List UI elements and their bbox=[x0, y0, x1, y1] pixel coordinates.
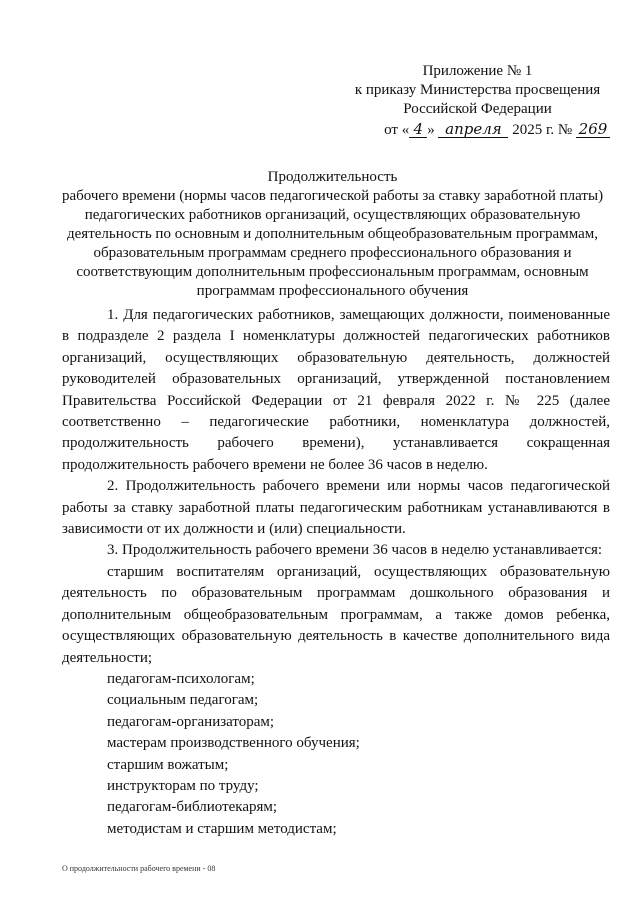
list-item: мастерам производственного обучения; bbox=[107, 735, 360, 752]
list-item: методистам и старшим методистам; bbox=[107, 820, 337, 837]
date-mid: » bbox=[427, 122, 435, 138]
appendix-ministry: Российской Федерации bbox=[403, 101, 552, 117]
date-day-handwritten: 4 bbox=[409, 121, 427, 138]
list-item: старшим вожатым; bbox=[107, 756, 229, 773]
title-line: программам профессионального обучения bbox=[196, 283, 469, 299]
title-line: педагогических работников организаций, осуществляющих образовательную bbox=[84, 207, 581, 223]
appendix-title: Приложение № 1 bbox=[422, 63, 533, 79]
appendix-order-ref: к приказу Министерства просвещения bbox=[354, 82, 601, 98]
document-title bbox=[55, 168, 610, 301]
date-year: 2025 г. № bbox=[512, 122, 573, 138]
title-line: соответствующим дополнительным профессиональным программам, основным bbox=[76, 264, 589, 280]
date-month-handwritten: апреля bbox=[438, 121, 508, 138]
page-footer: О продолжительности рабочего времени - 08 bbox=[62, 864, 216, 873]
title-line: Продолжительность bbox=[267, 169, 398, 185]
appendix-header bbox=[345, 62, 610, 140]
document-body bbox=[62, 305, 610, 840]
list-item: педагогам-организаторам; bbox=[107, 713, 275, 730]
title-line: рабочего времени (нормы часов педагогической работы за ставку заработной платы) bbox=[61, 188, 604, 204]
title-line: деятельность по основным и дополнительным общеобразовательным программам, bbox=[67, 226, 598, 242]
paragraph-1: 1. Для педагогических работников, замещающих должности, поименованные в подразделе 2 раздела I номенклатуры должностей педагогических работников организаций, осуществляющих образовательную деятельность, должностей руководителей образовательных организаций, утвержденной постановлением Правительства Российской Федерации от 21 февраля 2022 г. № 225 (далее соответственно – педагогические работники, номенклатура должностей, продолжительность рабочего времени), устанавливается сокращенная продолжительность рабочего времени не более 36 часов в неделю. bbox=[62, 307, 610, 473]
list-item: социальным педагогам; bbox=[107, 692, 259, 709]
list-item: педагогам-библиотекарям; bbox=[107, 799, 278, 816]
paragraph-3: 3. Продолжительность рабочего времени 36 часов в неделю устанавливается: bbox=[107, 542, 603, 559]
paragraph-senior-educators: старшим воспитателям организаций, осуществляющих образовательную деятельность по образовательным программам дошкольного образования и дополнительным общеобразовательным программам, а также домов ребенка, осуществляющих образовательную деятельность в качестве дополнительного вида деятельности; bbox=[62, 563, 610, 666]
title-line: образовательным программам среднего профессионального образования и bbox=[93, 245, 572, 261]
list-item: инструкторам по труду; bbox=[107, 777, 259, 794]
order-number-handwritten: 269 bbox=[576, 121, 610, 138]
list-item: педагогам-психологам; bbox=[107, 670, 255, 687]
date-prefix: от « bbox=[384, 122, 410, 138]
paragraph-2: 2. Продолжительность рабочего времени или нормы часов педагогической работы за ставку заработной платы педагогическим работникам устанавливаются в зависимости от их должности и (или) специальности. bbox=[62, 478, 610, 538]
appendix-date-line bbox=[345, 121, 610, 140]
